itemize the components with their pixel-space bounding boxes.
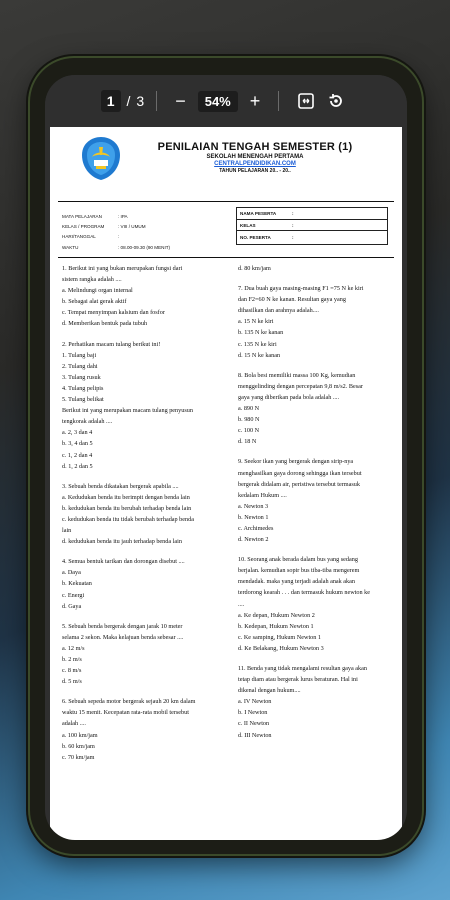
question-line: dikenal dengan hukum.... xyxy=(238,687,301,695)
question-line: d. 5 m/s xyxy=(62,678,82,686)
info-key: HARI/TANGGAL xyxy=(62,234,96,240)
question-line: 2. Tulang dahi xyxy=(62,362,98,370)
info-row xyxy=(62,232,170,242)
page-indicator xyxy=(101,90,144,112)
question-block xyxy=(62,621,222,688)
question-line: a. Melindungi organ internal xyxy=(62,287,133,295)
question-line: c. 100 N xyxy=(238,427,260,435)
question-text: 3. Sebuah benda dikatakan bergerak apabila .... xyxy=(62,482,179,490)
question-line: menghasilkan gaya dorong sehingga ikan tersebut xyxy=(238,469,362,477)
toolbar-divider xyxy=(278,91,279,111)
question-line: a. 2, 3 dan 4 xyxy=(62,429,93,437)
tut-wuri-handayani-logo xyxy=(80,135,122,181)
box-value: : xyxy=(292,234,294,240)
question-line: a. 12 m/s xyxy=(62,644,85,652)
box-key: NO. PESERTA xyxy=(240,234,271,240)
box-key: NAMA PESERTA xyxy=(240,210,277,216)
question-line: dan F2=60 N ke kanan. Resultan gaya yang xyxy=(238,296,346,304)
question-line: c. II Newton xyxy=(238,720,270,728)
question-line: d. 1, 2 dan 5 xyxy=(62,462,93,470)
question-line: dihasilkan dan arahnya adalah.... xyxy=(238,307,319,315)
question-line: a. 890 N xyxy=(238,405,260,413)
info-value: : VIII / UMUM xyxy=(118,224,146,230)
question-line: a. 15 N ke kiri xyxy=(238,318,274,326)
question-line: c. kedudukan benda itu tidak berubah terhadap benda xyxy=(62,515,194,523)
question-line: b. 3, 4 dan 5 xyxy=(62,440,93,448)
question-line: mendadak. maka yang terjadi adalah anak akan xyxy=(238,578,355,586)
question-line: b. 980 N xyxy=(238,416,260,424)
school-year: TAHUN PELAJARAN 20.. - 20.. xyxy=(219,168,291,174)
rotate-icon[interactable] xyxy=(327,92,345,110)
question-line: c. 8 m/s xyxy=(62,667,82,675)
questions-area xyxy=(50,263,402,840)
info-value: : IPA xyxy=(118,213,128,219)
question-line: b. Kekuatan xyxy=(62,580,92,588)
question-line: tetap diam atau bergerak lurus beraturan. Hal ini xyxy=(238,676,358,684)
pdf-page xyxy=(50,127,402,840)
question-block xyxy=(238,456,398,545)
question-line: b. kedudukan benda itu berubah terhadap benda lain xyxy=(62,504,192,512)
box-value: : xyxy=(292,210,294,216)
box-value: : xyxy=(292,222,294,228)
question-text: 10. Seorang anak berada dalam bus yang sedang xyxy=(238,556,358,564)
question-text: 6. Sebuah sepeda motor bergerak sejauh 20 km dalam xyxy=(62,698,196,706)
total-pages: 3 xyxy=(136,93,145,109)
question-text: 7. Dua buah gaya masing-masing F1 =75 N ke kiri xyxy=(238,285,364,293)
question-line: c. Archimedes xyxy=(238,524,274,532)
info-value: : 08.00-09.30 (90 MENIT) xyxy=(118,244,171,250)
zoom-level[interactable]: 54% xyxy=(198,91,238,112)
question-text: 1. Berikut ini yang bukan merupakan fungsi dari xyxy=(62,265,183,272)
question-line: Berikut ini yang merupakan macam tulang penyusun xyxy=(62,407,193,415)
question-line: 3. Tulang rusuk xyxy=(62,373,101,381)
question-text: 9. Seekor ikan yang bergerak dengan sirip-nya xyxy=(238,458,354,466)
question-block xyxy=(238,554,398,654)
question-line: d. 15 N ke kanan xyxy=(238,351,281,359)
exam-info xyxy=(62,211,170,253)
info-key: KELAS / PROGRAM xyxy=(62,224,105,230)
question-block xyxy=(238,263,398,274)
question-block xyxy=(238,663,398,741)
school-name: SEKOLAH MENENGAH PERTAMA xyxy=(206,154,304,160)
header-text xyxy=(130,141,380,174)
question-block xyxy=(62,263,222,330)
question-text: 8. Bola besi memiliki massa 100 Kg, kemudian xyxy=(238,371,356,379)
question-line: b. Sebagai alat gerak aktif xyxy=(62,298,127,306)
question-line: berjalan. kemudian sopir bus tiba-tiba mengerem xyxy=(238,567,360,575)
info-value: : xyxy=(118,234,120,240)
left-column xyxy=(62,263,222,772)
question-line: b. 135 N ke kanan xyxy=(238,329,284,337)
question-block xyxy=(62,339,222,472)
question-line: a. Kedudukan benda itu berimpit dengan benda lain xyxy=(62,493,190,501)
current-page-input[interactable]: 1 xyxy=(101,90,121,112)
question-line: d. 18 N xyxy=(238,438,257,446)
page-separator: / xyxy=(126,93,131,109)
question-line: d. Gaya xyxy=(62,602,82,610)
question-block xyxy=(238,283,398,361)
question-line: b. 2 m/s xyxy=(62,656,82,663)
info-key: WAKTU xyxy=(62,244,79,250)
question-text: 2. Perhatikan macam tulang berikut ini! xyxy=(62,340,161,348)
question-line: terdorong kearah . . . dan termasuk hukum newton ke xyxy=(238,589,370,597)
question-line: c. 135 N ke kiri xyxy=(238,340,277,348)
question-line: 4. Tulang pelipis xyxy=(62,384,104,392)
question-line: d. Ke Belakang, Hukum Newton 3 xyxy=(238,644,324,652)
question-line: a. Newton 3 xyxy=(238,502,269,510)
question-line: menggelinding dengan percepatan 9,8 m/s2. Besar xyxy=(238,382,363,390)
question-line: lain xyxy=(62,527,72,535)
question-text: d. 80 km/jam xyxy=(238,265,271,272)
question-line: d. III Newton xyxy=(238,731,272,739)
info-row xyxy=(62,211,170,221)
question-line: a. IV Newton xyxy=(238,698,272,706)
question-line: c. 70 km/jam xyxy=(62,753,95,761)
question-line: tengkorak adalah .... xyxy=(62,418,113,426)
header-rule xyxy=(58,201,394,202)
pdf-toolbar xyxy=(45,75,407,127)
website-link[interactable]: CENTRALPENDIDIKAN.COM xyxy=(214,161,296,167)
question-line: d. kedudukan benda itu jauh terhadap benda lain xyxy=(62,538,182,546)
question-line: selama 2 sekon. Maka kelajuan benda sebesar .... xyxy=(62,633,184,641)
info-key: MATA PELAJARAN xyxy=(62,213,102,219)
question-line: waktu 15 menit. Kecepatan rata-rata mobil tersebut xyxy=(62,709,189,717)
box-row xyxy=(237,208,387,220)
question-line: b. Kedepan, Hukum Newton 1 xyxy=(238,622,314,630)
question-line: b. 60 km/jam xyxy=(62,742,95,750)
question-line: sistem rangka adalah .... xyxy=(62,276,122,284)
question-line: a. Daya xyxy=(62,569,81,577)
fit-page-icon[interactable] xyxy=(297,92,315,110)
right-column xyxy=(238,263,398,750)
document-title: PENILAIAN TENGAH SEMESTER (1) xyxy=(157,141,353,153)
question-line: a. 100 km/jam xyxy=(62,731,98,739)
question-line: 1. Tulang baji xyxy=(62,351,97,359)
student-info-box xyxy=(236,207,388,245)
question-text: 11. Benda yang tidak mengalami resultan gaya akan xyxy=(238,665,367,672)
question-line: a. Ke depan, Hukum Newton 2 xyxy=(238,611,315,619)
question-line: b. Newton 1 xyxy=(238,513,269,521)
info-row xyxy=(62,242,170,252)
zoom-in-button[interactable]: + xyxy=(249,91,261,111)
document-header xyxy=(50,127,402,187)
question-block xyxy=(238,370,398,448)
question-line: c. Energi xyxy=(62,591,85,599)
question-line: bergerak didalam air, peristiwa tersebut termasuk xyxy=(238,480,360,488)
question-line: gaya yang diberikan pada bola adalah .... xyxy=(238,393,340,401)
box-row xyxy=(237,220,387,232)
question-line: 5. Tulang belikat xyxy=(62,396,104,404)
question-block xyxy=(62,481,222,548)
toolbar-divider xyxy=(156,91,157,111)
box-key: KELAS xyxy=(240,222,256,228)
question-text: 5. Sebuah benda bergerak dengan jarak 10 meter xyxy=(62,622,183,630)
question-text: 4. Semua bentuk tarikan dan dorongan disebut .... xyxy=(62,558,185,566)
info-rule xyxy=(58,257,394,258)
question-line: adalah .... xyxy=(62,720,86,728)
pdf-viewer-screen xyxy=(45,75,407,840)
box-row xyxy=(237,231,387,243)
question-block xyxy=(62,696,222,763)
zoom-out-button[interactable]: − xyxy=(175,91,186,111)
info-row xyxy=(62,221,170,231)
question-line: c. Tempat menyimpan kalsium dan fosfor xyxy=(62,309,165,317)
question-line: kedalam Hukum .... xyxy=(238,491,287,499)
question-line: .... xyxy=(238,600,245,608)
question-line: c. Ke samping, Hukum Newton 1 xyxy=(238,633,322,641)
question-line: d. Newton 2 xyxy=(238,536,269,544)
question-line: c. 1, 2 dan 4 xyxy=(62,451,93,459)
question-line: b. I Newton xyxy=(238,709,268,717)
question-line: d. Memberikan bentuk pada tubuh xyxy=(62,320,148,328)
question-block xyxy=(62,556,222,611)
